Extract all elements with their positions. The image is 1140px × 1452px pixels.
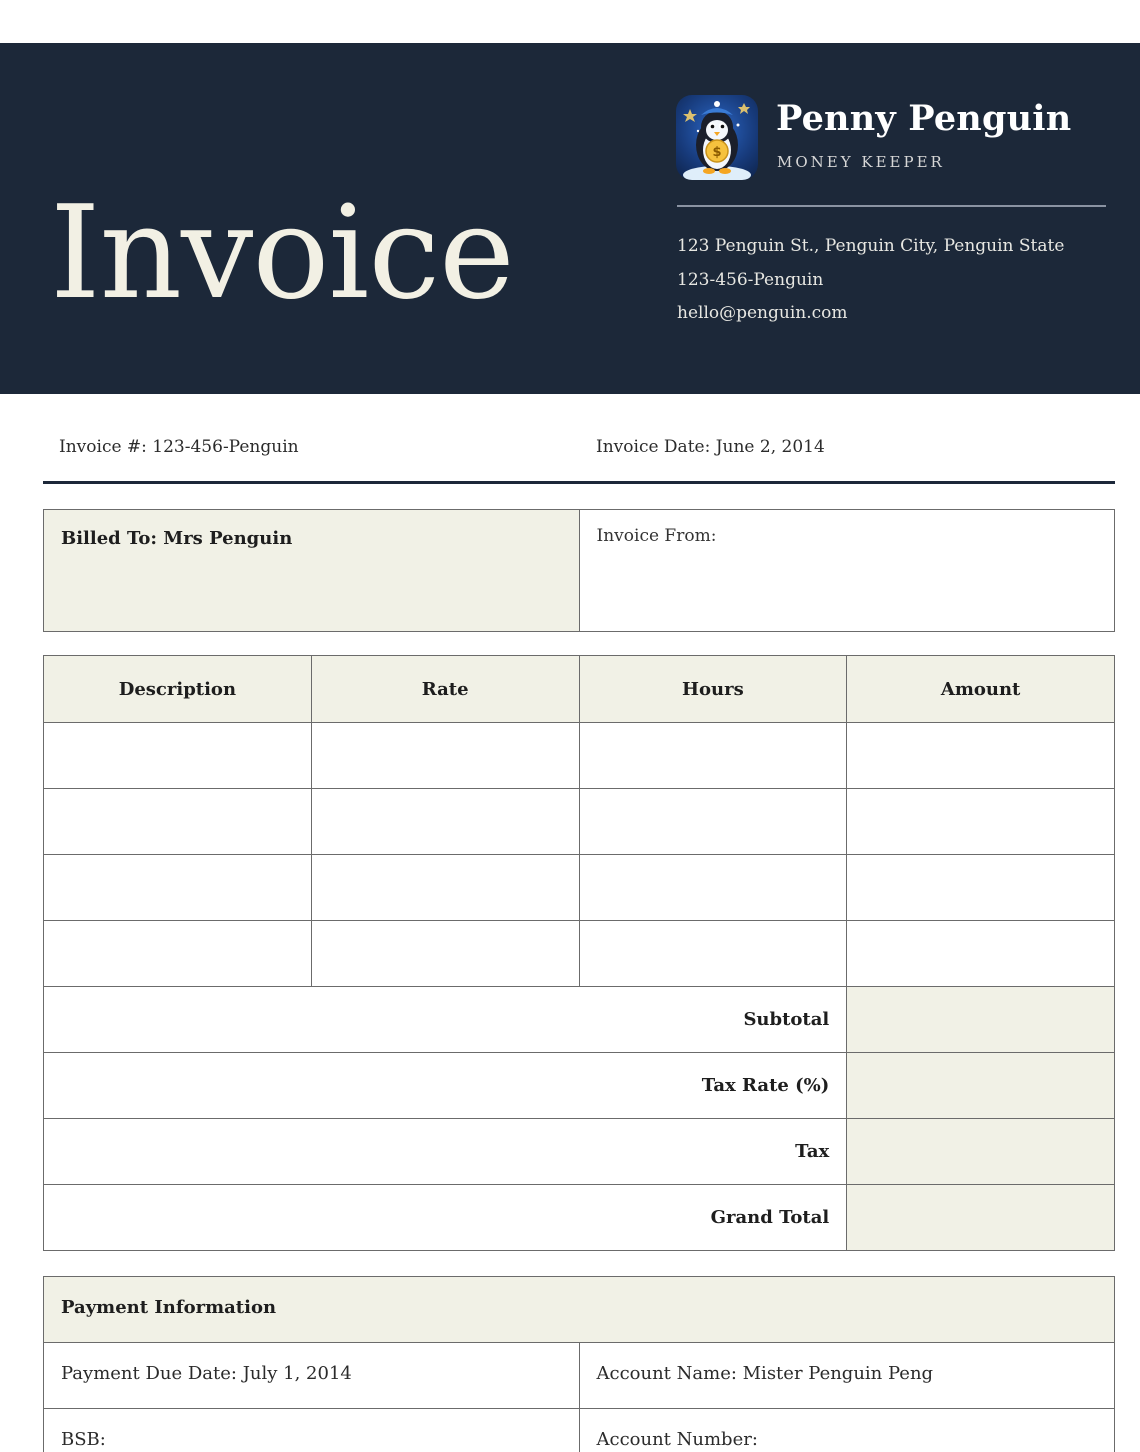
company-address: 123 Penguin St., Penguin City, Penguin State — [677, 236, 1065, 256]
grand-total-value[interactable] — [847, 1185, 1115, 1251]
amount-cell[interactable] — [847, 921, 1115, 987]
line-items-table — [43, 655, 1115, 1251]
rate-cell[interactable] — [311, 921, 579, 987]
description-cell[interactable] — [44, 789, 312, 855]
tax-row — [44, 1119, 1115, 1185]
account-name: Account Name: Mister Penguin Peng — [596, 1363, 934, 1384]
payment-heading: Payment Information — [44, 1277, 1114, 1343]
payment-row — [44, 1343, 1114, 1409]
column-header-hours: Hours — [579, 656, 847, 723]
penguin-logo-icon — [676, 95, 758, 180]
subtotal-label: Subtotal — [44, 987, 847, 1053]
grand-total-label: Grand Total — [44, 1185, 847, 1251]
payment-row — [44, 1409, 1114, 1452]
rate-cell[interactable] — [311, 723, 579, 789]
table-row — [44, 723, 1115, 789]
invoice-date: Invoice Date: June 2, 2014 — [596, 437, 825, 457]
subtotal-value[interactable] — [847, 987, 1115, 1053]
payment-due-date: Payment Due Date: July 1, 2014 — [44, 1343, 580, 1408]
tax-value[interactable] — [847, 1119, 1115, 1185]
bsb-field: BSB: — [44, 1409, 580, 1452]
tax-rate-value[interactable] — [847, 1053, 1115, 1119]
invoice-from: Invoice From: — [580, 510, 1115, 631]
billed-to: Billed To: Mrs Penguin — [44, 510, 580, 631]
header-divider — [677, 205, 1106, 207]
svg-text:$: $ — [712, 145, 722, 160]
amount-cell[interactable] — [847, 855, 1115, 921]
column-header-amount: Amount — [847, 656, 1115, 723]
account-number-field: Account Number: — [596, 1429, 758, 1450]
column-header-rate: Rate — [311, 656, 579, 723]
billing-box — [43, 509, 1115, 632]
table-header-row — [44, 656, 1115, 723]
tax-label: Tax — [44, 1119, 847, 1185]
description-cell[interactable] — [44, 855, 312, 921]
amount-cell[interactable] — [847, 789, 1115, 855]
rate-cell[interactable] — [311, 855, 579, 921]
tax-rate-row — [44, 1053, 1115, 1119]
rate-cell[interactable] — [311, 789, 579, 855]
tax-rate-label: Tax Rate (%) — [44, 1053, 847, 1119]
hours-cell[interactable] — [579, 789, 847, 855]
grand-total-row — [44, 1185, 1115, 1251]
invoice-number: Invoice #: 123-456-Penguin — [59, 437, 299, 457]
section-rule — [43, 481, 1115, 484]
company-phone: 123-456-Penguin — [677, 270, 824, 290]
amount-cell[interactable] — [847, 723, 1115, 789]
hours-cell[interactable] — [579, 723, 847, 789]
payment-information-box — [43, 1276, 1115, 1452]
table-row — [44, 789, 1115, 855]
column-header-description: Description — [44, 656, 312, 723]
brand-name: Penny Penguin — [776, 98, 1072, 139]
subtotal-row — [44, 987, 1115, 1053]
table-row — [44, 855, 1115, 921]
table-row — [44, 921, 1115, 987]
company-email: hello@penguin.com — [677, 303, 848, 323]
hours-cell[interactable] — [579, 921, 847, 987]
brand-tagline: MONEY KEEPER — [777, 153, 945, 171]
description-cell[interactable] — [44, 723, 312, 789]
page-title: Invoice — [50, 179, 514, 328]
description-cell[interactable] — [44, 921, 312, 987]
hours-cell[interactable] — [579, 855, 847, 921]
